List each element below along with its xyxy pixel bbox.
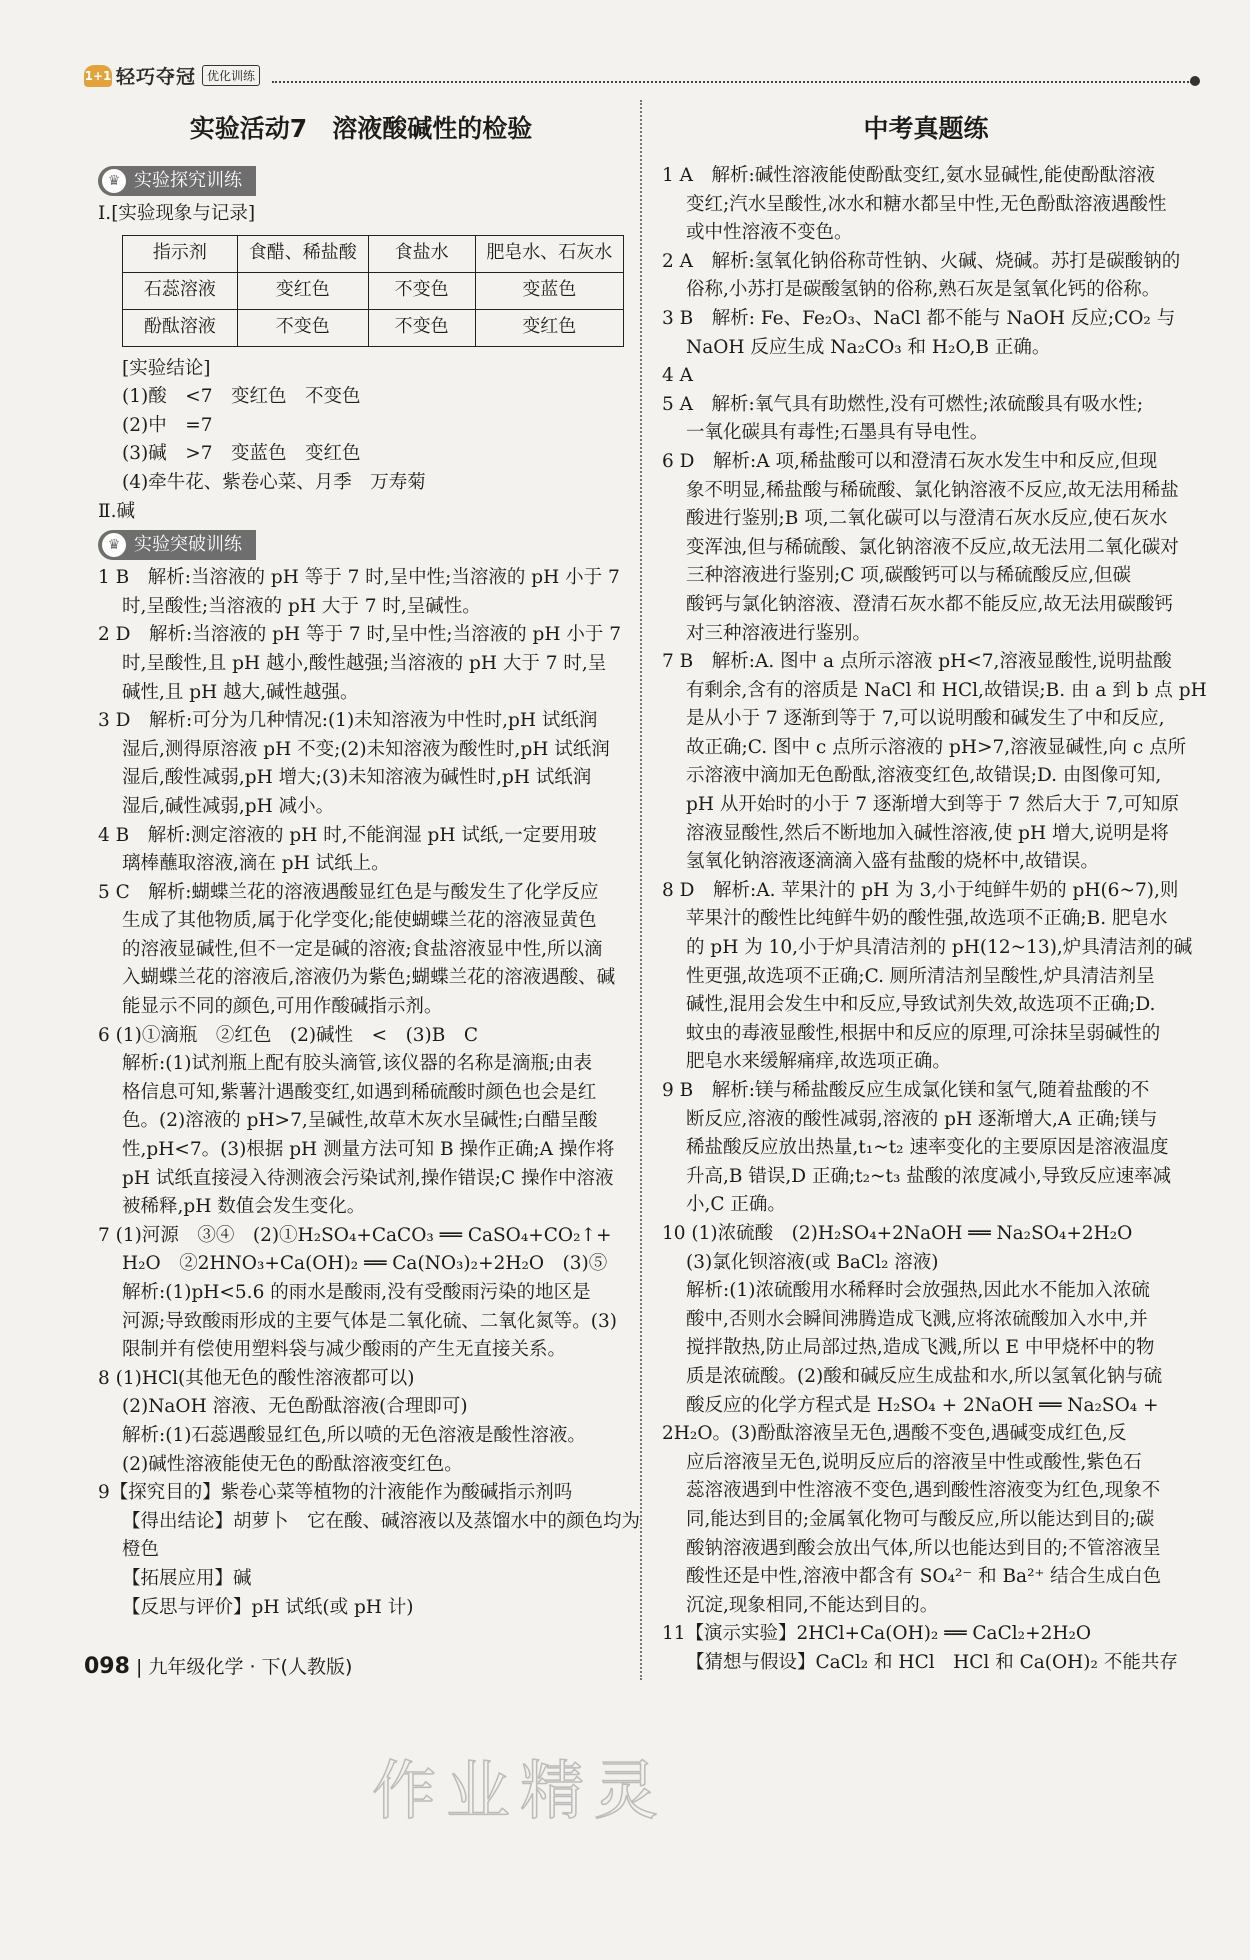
right-column	[662, 106, 1207, 1677]
subsection-label: Ⅱ.碱	[98, 500, 135, 522]
answer-line: 9【探究目的】紫卷心菜等植物的汁液能作为酸碱指示剂吗	[98, 1482, 573, 1504]
answer-line: (3)氯化钡溶液(或 BaCl₂ 溶液)	[686, 1251, 939, 1273]
answer-line: 8 (1)HCl(其他无色的酸性溶液都可以)	[98, 1367, 415, 1389]
answer-line: 1 B 解析:当溶液的 pH 等于 7 时,呈中性;当溶液的 pH 小于 7	[98, 567, 620, 589]
badge-label: 实验探究训练	[134, 169, 242, 191]
answer-line: 湿后,测得原溶液 pH 不变;(2)未知溶液为酸性时,pH 试纸润	[122, 738, 610, 760]
answer-line: 11【演示实验】2HCl+Ca(OH)₂ ══ CaCl₂+2H₂O	[662, 1623, 1092, 1645]
answer-line: 河源;导致酸雨形成的主要气体是二氧化硫、二氧化氮等。(3)	[122, 1310, 617, 1332]
answer-line: 溶液显酸性,然后不断地加入碱性溶液,使 pH 增大,说明是将	[686, 822, 1169, 844]
table-cell: 酚酞溶液	[123, 309, 238, 346]
answer-line: 是从小于 7 逐渐到等于 7,可以说明酸和碱发生了中和反应,	[686, 708, 1165, 730]
header-rule	[272, 81, 1192, 83]
answer-line: 的溶液显碱性,但不一定是碱的溶液;食盐溶液显中性,所以滴	[122, 938, 603, 960]
table-row	[123, 235, 624, 272]
logo-icon: 1+1	[84, 65, 112, 87]
answer-line: 碱性,混用会发生中和反应,导致试剂失效,故选项不正确;D.	[686, 994, 1156, 1016]
answer-line: 三种溶液进行鉴别;C 项,碳酸钙可以与稀硫酸反应,但碳	[686, 565, 1132, 587]
answer-line: 示溶液中滴加无色酚酞,溶液变红色,故错误;D. 由图像可知,	[686, 765, 1162, 787]
answer-line: 酸钠溶液遇到酸会放出气体,所以也能达到目的;不管溶液呈	[686, 1537, 1161, 1559]
answer-line: 生成了其他物质,属于化学变化;能使蝴蝶兰花的溶液显黄色	[122, 910, 597, 932]
section-title: 实验活动7 溶液酸碱性的检验	[189, 114, 533, 143]
answer-line: 解析:(1)石蕊遇酸显红色,所以喷的无色溶液是酸性溶液。	[122, 1424, 586, 1446]
left-column	[98, 106, 641, 1622]
answer-line: 的 pH 为 10,小于炉具清洁剂的 pH(12~13),炉具清洁剂的碱	[686, 937, 1193, 959]
answer-line: H₂O ②2HNO₃+Ca(OH)₂ ══ Ca(NO₃)₂+2H₂O (3)⑤	[122, 1253, 608, 1275]
answer-line: 5 C 解析:蝴蝶兰花的溶液遇酸显红色是与酸发生了化学反应	[98, 881, 599, 903]
table-cell: 不变色	[237, 309, 368, 346]
answer-line: 应后溶液呈无色,说明反应后的溶液呈中性或酸性,紫色石	[686, 1451, 1142, 1473]
answer-line: 时,呈酸性,且 pH 越小,酸性越强;当溶液的 pH 大于 7 时,呈	[122, 652, 607, 674]
answer-line: 5 A 解析:氧气具有助燃性,没有可燃性;浓硫酸具有吸水性;	[662, 393, 1144, 415]
table-cell: 不变色	[368, 309, 475, 346]
answer-line: 酸钙与氯化钠溶液、澄清石灰水都不能反应,故无法用碳酸钙	[686, 593, 1173, 615]
page-number: 098	[84, 1654, 130, 1679]
answer-line: 【猜想与假设】CaCl₂ 和 HCl HCl 和 Ca(OH)₂ 不能共存	[686, 1651, 1178, 1673]
table-row	[123, 272, 624, 309]
answer-list	[662, 162, 1207, 1677]
answer-line: 3 B 解析: Fe、Fe₂O₃、NaCl 都不能与 NaOH 反应;CO₂ 与	[662, 307, 1176, 329]
answer-line: 俗称,小苏打是碳酸氢钠的俗称,熟石灰是氢氧化钙的俗称。	[686, 279, 1161, 301]
table-cell: 变蓝色	[475, 272, 623, 309]
header-rule-end-dot	[1190, 76, 1200, 86]
answer-line: 湿后,碱性减弱,pH 减小。	[122, 795, 335, 817]
table-cell: 食盐水	[368, 235, 475, 272]
conclusion-line: (1)酸 <7 变红色 不变色	[122, 386, 361, 408]
answer-line: 酸反应的化学方程式是 H₂SO₄ + 2NaOH ══ Na₂SO₄ +	[686, 1394, 1159, 1416]
answer-line: 2H₂O。(3)酚酞溶液呈无色,遇酸不变色,遇碱变成红色,反	[662, 1423, 1127, 1445]
answer-line: 碱性,且 pH 越大,碱性越强。	[122, 681, 359, 703]
answer-line: 升高,B 错误,D 正确;t₂~t₃ 盐酸的浓度减小,导致反应速率减	[686, 1165, 1172, 1187]
table-cell: 变红色	[475, 309, 623, 346]
answer-line: 对三种溶液进行鉴别。	[686, 622, 872, 644]
column-divider	[640, 100, 642, 1680]
answer-line: 酸性还是中性,溶液中都含有 SO₄²⁻ 和 Ba²⁺ 结合生成白色	[686, 1566, 1162, 1588]
page-footer	[84, 1652, 352, 1679]
answer-line: 璃棒蘸取溶液,滴在 pH 试纸上。	[122, 853, 390, 875]
answer-line: 【得出结论】胡萝卜 它在酸、碱溶液以及蒸馏水中的颜色均为	[122, 1510, 641, 1532]
answer-line: 搅拌散热,防止局部过热,造成飞溅,所以 E 中甲烧杯中的物	[686, 1337, 1155, 1359]
answer-line: NaOH 反应生成 Na₂CO₃ 和 H₂O,B 正确。	[686, 336, 1051, 358]
answer-line: 解析:(1)试剂瓶上配有胶头滴管,该仪器的名称是滴瓶;由表	[122, 1053, 593, 1075]
answer-line: 限制并有偿使用塑料袋与减少酸雨的产生无直接关系。	[122, 1339, 567, 1361]
answer-line: 时,呈酸性;当溶液的 pH 大于 7 时,呈碱性。	[122, 595, 481, 617]
book-title: 九年级化学 · 下(人教版)	[148, 1656, 353, 1678]
conclusion-line: (3)碱 >7 变蓝色 变红色	[122, 443, 361, 465]
answer-line: 苹果汁的酸性比纯鲜牛奶的酸性强,故选项不正确;B. 肥皂水	[686, 908, 1168, 930]
answer-line: 色。(2)溶液的 pH>7,呈碱性,故草木灰水呈碱性;白醋呈酸	[122, 1110, 598, 1132]
answer-line: 8 D 解析:A. 苹果汁的 pH 为 3,小于纯鲜牛奶的 pH(6~7),则	[662, 879, 1179, 901]
subsection-label: Ⅰ.[实验现象与记录]	[98, 203, 256, 224]
answer-line: 蚊虫的毒液显酸性,根据中和反应的原理,可涂抹呈弱碱性的	[686, 1022, 1161, 1044]
answer-line: 湿后,酸性减弱,pH 增大;(3)未知溶液为碱性时,pH 试纸润	[122, 767, 592, 789]
answer-line: 变浑浊,但与稀硫酸、氯化钠溶液不反应,故无法用二氧化碳对	[686, 536, 1179, 558]
answer-line: 一氧化碳具有毒性;石墨具有导电性。	[686, 422, 989, 444]
answer-line: 性更强,故选项不正确;C. 厕所清洁剂呈酸性,炉具清洁剂呈	[686, 965, 1155, 987]
table-row	[123, 309, 624, 346]
answer-line: 解析:(1)pH<5.6 的雨水是酸雨,没有受酸雨污染的地区是	[122, 1282, 591, 1303]
answer-line: 稀盐酸反应放出热量,t₁~t₂ 速率变化的主要原因是溶液温度	[686, 1137, 1169, 1159]
answer-line: 1 A 解析:碱性溶液能使酚酞变红,氨水显碱性,能使酚酞溶液	[662, 165, 1156, 186]
answer-line: 9 B 解析:镁与稀盐酸反应生成氯化镁和氢气,随着盐酸的不	[662, 1080, 1150, 1101]
crown-icon: ♛	[102, 169, 126, 193]
answer-line: 质是浓硫酸。(2)酸和碱反应生成盐和水,所以氢氧化钠与硫	[686, 1365, 1163, 1387]
answer-line: 酸进行鉴别;B 项,二氧化碳可以与澄清石灰水反应,使石灰水	[686, 508, 1168, 530]
answer-line: (2)NaOH 溶液、无色酚酞溶液(合理即可)	[122, 1396, 468, 1418]
answer-line: 6 (1)①滴瓶 ②红色 (2)碱性 < (3)B C	[98, 1024, 479, 1046]
answer-line: 解析:(1)浓硫酸用水稀释时会放强热,因此水不能加入浓硫	[686, 1280, 1150, 1302]
answer-line: 蕊溶液遇到中性溶液不变色,遇到酸性溶液变为红色,现象不	[686, 1480, 1161, 1502]
answer-line: 能显示不同的颜色,可用作酸碱指示剂。	[122, 996, 443, 1018]
indicator-table	[122, 235, 624, 347]
answer-line: 2 A 解析:氢氧化钠俗称苛性钠、火碱、烧碱。苏打是碳酸钠的	[662, 250, 1181, 272]
watermark: 作业精灵	[372, 1755, 668, 1829]
answer-line: pH 试纸直接浸入待测液会污染试剂,操作错误;C 操作中溶液	[122, 1167, 614, 1189]
answer-list	[98, 564, 641, 1622]
conclusion-line: (4)牵牛花、紫卷心菜、月季 万寿菊	[122, 471, 426, 493]
answer-line: 象不明显,稀盐酸与稀硫酸、氯化钠溶液不反应,故无法用稀盐	[686, 479, 1179, 501]
answer-line: 【拓展应用】碱	[122, 1567, 252, 1589]
answer-line: 3 D 解析:可分为几种情况:(1)未知溶液为中性时,pH 试纸润	[98, 710, 598, 732]
page-header	[84, 62, 1196, 92]
badge-label: 实验突破训练	[134, 533, 242, 555]
section-badge	[98, 530, 256, 560]
section-title: 中考真题练	[863, 114, 989, 143]
answer-line: 4 B 解析:测定溶液的 pH 时,不能润湿 pH 试纸,一定要用玻	[98, 824, 597, 846]
table-cell: 不变色	[368, 272, 475, 309]
answer-line: 氢氧化钠溶液逐滴滴入盛有盐酸的烧杯中,故错误。	[686, 851, 1099, 873]
table-cell: 石蕊溶液	[123, 272, 238, 309]
table-cell: 指示剂	[123, 235, 238, 272]
answer-line: 6 D 解析:A 项,稀盐酸可以和澄清石灰水发生中和反应,但现	[662, 450, 1158, 472]
table-cell: 肥皂水、石灰水	[475, 235, 623, 272]
answer-line: 有剩余,含有的溶质是 NaCl 和 HCl,故错误;B. 由 a 到 b 点 pH	[686, 679, 1207, 701]
answer-line: 肥皂水来缓解痛痒,故选项正确。	[686, 1051, 951, 1073]
answer-line: 10 (1)浓硫酸 (2)H₂SO₄+2NaOH ══ Na₂SO₄+2H₂O	[662, 1222, 1133, 1244]
answer-line: 4 A	[662, 365, 694, 387]
answer-line: 性,pH<7。(3)根据 pH 测量方法可知 B 操作正确;A 操作将	[122, 1139, 615, 1161]
answer-line: 橙色	[122, 1539, 160, 1561]
answer-line: 断反应,溶液的酸性减弱,溶液的 pH 逐渐增大,A 正确;镁与	[686, 1108, 1158, 1130]
answer-line: 7 (1)河源 ③④ (2)①H₂SO₄+CaCO₃ ══ CaSO₄+CO₂↑+	[98, 1224, 612, 1246]
table-cell: 食醋、稀盐酸	[237, 235, 368, 272]
answer-line: 2 D 解析:当溶液的 pH 等于 7 时,呈中性;当溶液的 pH 小于 7	[98, 624, 621, 646]
conclusion-line: (2)中 =7	[122, 414, 213, 436]
answer-line: 小,C 正确。	[686, 1194, 786, 1216]
footer-sep: |	[135, 1656, 143, 1678]
answer-line: 入蝴蝶兰花的溶液后,溶液仍为紫色;蝴蝶兰花的溶液遇酸、碱	[122, 967, 616, 989]
series-tag: 优化训练	[202, 65, 260, 86]
answer-line: 格信息可知,紫薯汁遇酸变红,如遇到稀硫酸时颜色也会是红	[122, 1081, 597, 1103]
answer-line: 变红;汽水呈酸性,冰水和糖水都呈中性,无色酚酞溶液遇酸性	[686, 193, 1167, 215]
answer-line: 【反思与评价】pH 试纸(或 pH 计)	[122, 1596, 414, 1618]
crown-icon: ♛	[102, 533, 126, 557]
answer-line: pH 从开始时的小于 7 逐渐增大到等于 7 然后大于 7,可知原	[686, 794, 1179, 816]
brand-name: 轻巧夺冠	[116, 66, 197, 88]
answer-line: 7 B 解析:A. 图中 a 点所示溶液 pH<7,溶液显酸性,说明盐酸	[662, 651, 1172, 673]
answer-line: 同,能达到目的;金属氧化物可与酸反应,所以能达到目的;碳	[686, 1508, 1155, 1530]
answer-line: 被稀释,pH 数值会发生变化。	[122, 1196, 366, 1218]
section-badge	[98, 166, 256, 196]
answer-line: (2)碱性溶液能使无色的酚酞溶液变红色。	[122, 1453, 463, 1475]
answer-line: 沉淀,现象相同,不能达到目的。	[686, 1594, 939, 1616]
conclusion-label: [实验结论]	[122, 357, 211, 379]
brand-logo	[84, 62, 260, 89]
answer-line: 故正确;C. 图中 c 点所示溶液的 pH>7,溶液显碱性,向 c 点所	[686, 736, 1187, 758]
answer-line: 或中性溶液不变色。	[686, 222, 853, 244]
table-cell: 变红色	[237, 272, 368, 309]
answer-line: 酸中,否则水会瞬间沸腾造成飞溅,应将浓硫酸加入水中,并	[686, 1308, 1148, 1330]
